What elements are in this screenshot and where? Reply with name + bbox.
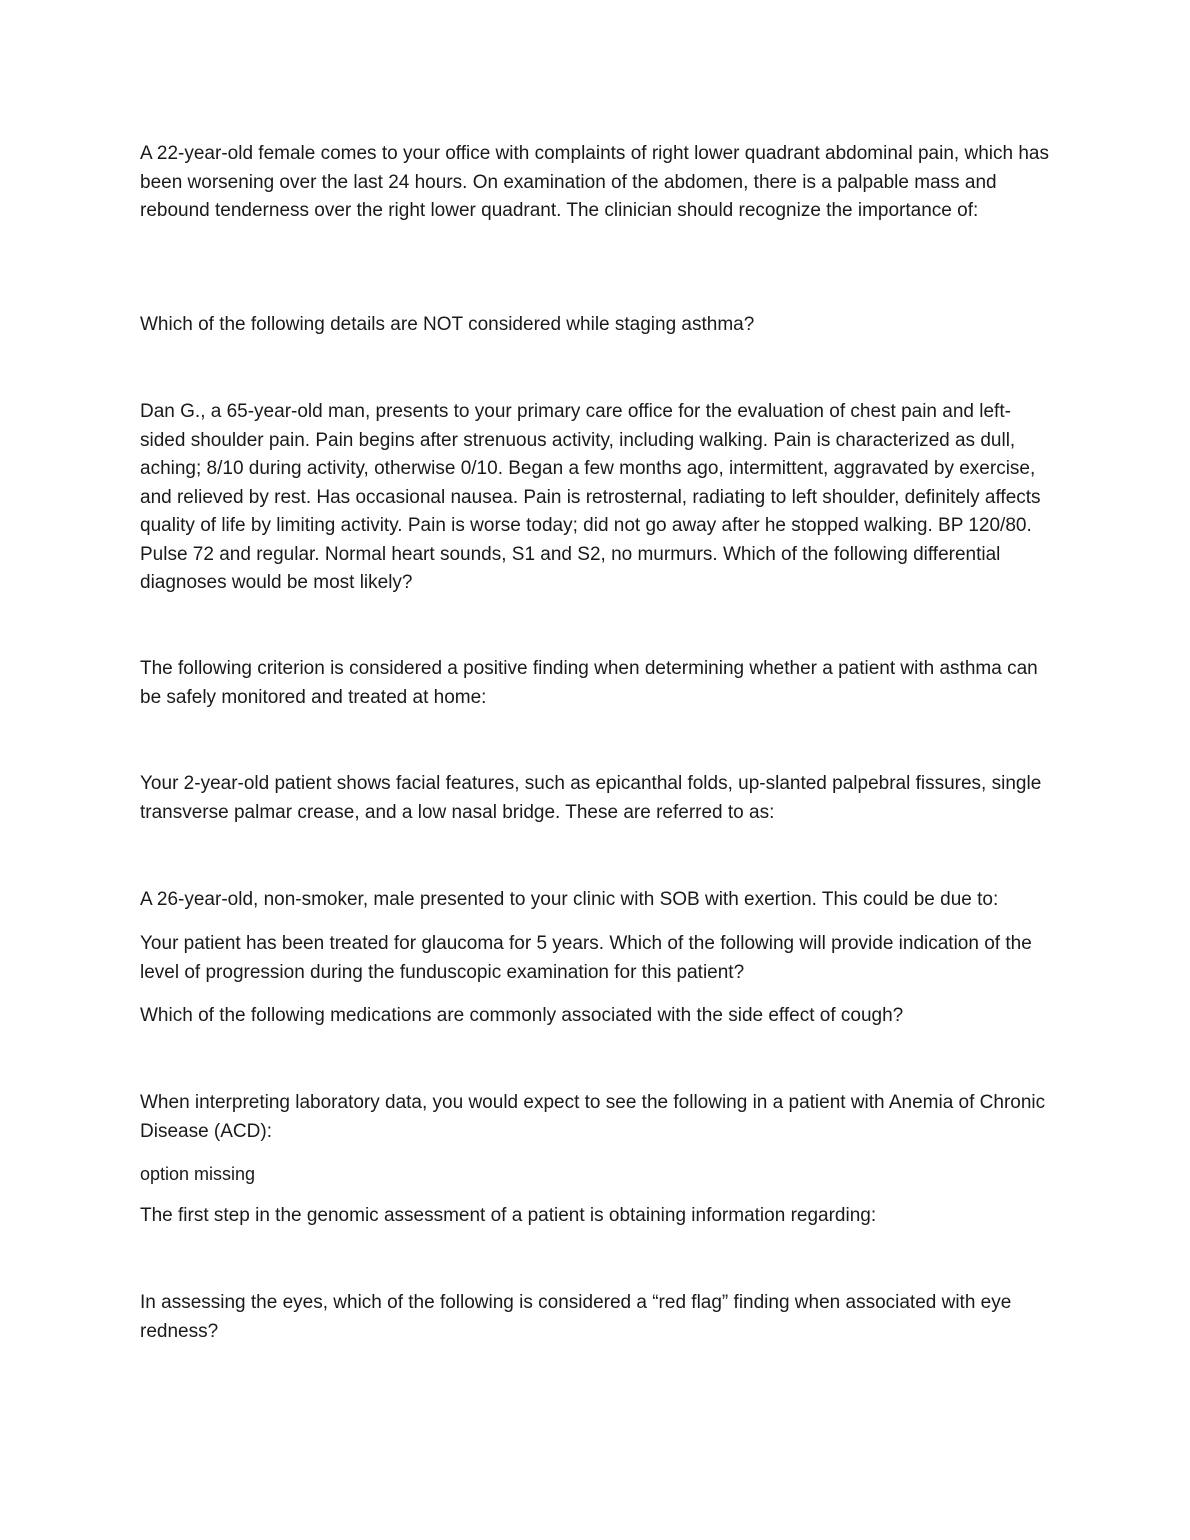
question-asthma-staging: Which of the following details are NOT considered while staging asthma? xyxy=(140,314,755,335)
question-asthma-home-care: The following criterion is considered a positive finding when determining whether a patient with asthma can be safely monitored and treated at home: xyxy=(140,658,1038,708)
question-sob-exertion: A 26-year-old, non-smoker, male presented to your clinic with SOB with exertion. This could be due to: xyxy=(140,889,999,910)
question-eye-red-flag: In assessing the eyes, which of the following is considered a “red flag” finding when associated with eye redness? xyxy=(140,1292,1012,1342)
question-chest-pain: Dan G., a 65-year-old man, presents to your primary care office for the evaluation of chest pain and left-sided shoulder pain. Pain begins after strenuous activity, including walking. Pain is characterized as dull, aching; 8/10 during activity, otherwise 0/10. Began a few months ago, intermittent, aggravated by exercise, and relieved by rest. Has occasional nausea. Pain is retrosternal, radiating to left shoulder, definitely affects quality of life by limiting activity. Pain is worse today; did not go away after he stopped walking. BP 120/80. Pulse 72 and regular. Normal heart sounds, S1 and S2, no murmurs. Which of the following differential diagnoses would be most likely? xyxy=(140,401,1041,593)
question-glaucoma: Your patient has been treated for glaucoma for 5 years. Which of the following will provide indication of the level of progression during the funduscopic examination for this patient? xyxy=(140,933,1032,983)
option-missing-note: option missing xyxy=(140,1164,256,1184)
question-appendicitis: A 22-year-old female comes to your office with complaints of right lower quadrant abdominal pain, which has been worsening over the last 24 hours. On examination of the abdomen, there is a palpable mass and rebound tenderness over the right lower quadrant. The clinician should recognize the importance of: xyxy=(140,143,1049,221)
question-anemia-chronic-disease: When interpreting laboratory data, you would expect to see the following in a patient with Anemia of Chronic Disease (ACD): xyxy=(140,1092,1046,1142)
question-cough-medications: Which of the following medications are commonly associated with the side effect of cough? xyxy=(140,1005,904,1026)
question-genomic-assessment: The first step in the genomic assessment of a patient is obtaining information regarding: xyxy=(140,1205,877,1226)
question-facial-features: Your 2-year-old patient shows facial features, such as epicanthal folds, up-slanted palpebral fissures, single transverse palmar crease, and a low nasal bridge. These are referred to as: xyxy=(140,773,1042,823)
